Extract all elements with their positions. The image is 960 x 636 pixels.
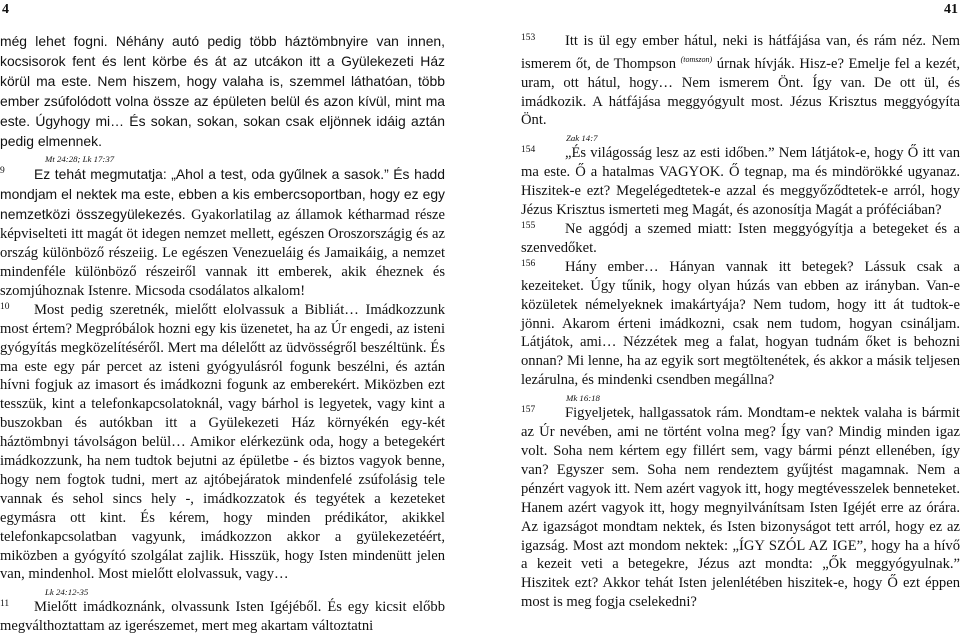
paragraph-11: 11 Mielőtt imádkoznánk, olvassunk Isten Igéjéből. És egy kicsit előbb megválthoztattam az igerészemet, mert meg akartam változtatni	[0, 599, 445, 635]
paragraph-153: 153 Itt is ül egy ember hátul, neki is hátfájása van, és rám néz. Nem ismerem őt, de Thompson $^{(tomszon)}$ úrnak hívják. Hisz-e? Emelje fel a kezét, uram, ott hátul, hogy… Nem ismerem Önt. Így van. De ott ül, és imádkozik. A hátfájása meggyógyult most. Jézus Krisztus meggyógyíta Önt.	[521, 33, 960, 129]
paragraph-156: 156 Hány ember… Hányan vannak itt betegek? Lássuk csak a kezeiteket. Úgy tűnik, hogy olyan húzás van ebben az irányban. Van-e közületek némelyeknek imakártyája? Nem tudom, hogy itt át tudtok-e jönni. Akarom érteni imádkozni, csak nem tudom, hogyan csináljam. Látjátok, ami… Nézzétek meg a falat, hogyan tudnám őket is behozni onnan? Mi lenne, ha az egyik sort megtöltenétek, és akkor a másik teljesen lezárulna, és mindenki csendben megállna?	[521, 258, 960, 389]
paragraph-number: 156	[521, 258, 536, 269]
left-column	[0, 32, 445, 636]
right-column	[521, 32, 960, 612]
paragraph-154: 154 „És világosság lesz az esti időben.” Nem látjátok-e, hogy Ő itt van ma este. Ő a hatalmas VAGYOK. Ő tegnap, ma és mindörökké ugyanaz. Hiszitek-e ezt? Megelégedtetek-e azzal és meggyőződtetek-e arról, hogy Jézus Krisztus ismerteti meg Magát, és azonosítja Magát a próféciában?	[521, 145, 960, 219]
paragraph-number: 11	[0, 599, 10, 610]
paragraph-155: 155 Ne aggódj a szemed miatt: Isten meggyógyítja a betegeket és a szenvedőket.	[521, 221, 960, 256]
page-number-right: 41	[944, 2, 958, 17]
paragraph-9: 9 Ez tehát megmutatja: „Ahol a test, oda gyűlnek a sasok.” És hadd mondjam el nektek ma este, ebben a kis embercsoportban, hogy ez egy nemzetközi összegyülekezés. Gyakorlatilag az államok kétharmad része képviselteti itt magát öt idegen nemzet mellett, egészen Oroszországig és az ország különböző részeiig. Le egészen Venezueláig és Jamaikáig, a nemzet mindenféle különböző részeiről vannak itt emberek, akik éheznek és szomjúhoznak Istenre. Micsoda csodálatos alkalom!	[0, 166, 445, 299]
scripture-reference: Zak 14:7	[566, 133, 598, 144]
page-number-left: 4	[2, 2, 9, 17]
scripture-reference: Mk 16:18	[566, 393, 600, 404]
paragraph-number: 9	[0, 166, 5, 177]
paragraph-number: 157	[521, 405, 536, 416]
paragraph-number: 153	[521, 33, 536, 43]
paragraph-number: 155	[521, 221, 536, 232]
paragraph-number: 154	[521, 145, 536, 156]
scripture-reference: Mt 24:28; Lk 17:37	[45, 154, 115, 165]
paragraph-157: 157 Figyeljetek, hallgassatok rám. Mondtam-e nektek valaha is bármit az Úr nevében, ami ne történt volna meg? Így van? Mindig minden igaz volt. Soha nem kértem egy fillért sem, vagy bármi pénzt ellenében, így van? Egyszer sem. Soha nem rendeztem gyűjtést magamnak. Nem a pénzért vagyok itt. Nem azért vagyok itt, hogy megtévesszelek benneteket. Hanem azért vagyok itt, hogy megnyilvánítsam Isten Igéjét erre az órára. Az igazságot mondtam nektek, és Isten bizonyságot tett arról, hogy ez az igazság. Most azt mondom nektek: „ÍGY SZÓL AZ IGE”, hogy ha a hívő a kezeit veti a betegekre, Jézus azt mondta: „Ők meggyógyulnak.” Hiszitek ezt? Akkor tehát Isten jelenlétében hiszitek-e, hogy Ő ezt éppen most is meg fogja cselekedni?	[521, 405, 960, 611]
scripture-reference: Lk 24:12-35	[45, 587, 89, 598]
paragraph-10: 10 Most pedig szeretnék, mielőtt elolvassuk a Bibliát… Imádkozzunk most értem? Megpróbálok hozni egy kis üzenetet, ha az Úr engedi, az isteni gyógyítás megközelítéséről. Mert ma délelőtt az üdvösségről beszéltünk. És ma este egy pár percet az isteni gyógyulásról fogunk beszélni, és aztán hívni fogjuk az imasort és imádkozni fogunk az emberekért. Miközben ezt tesszük, kint a telefonkapcsolatoknál, vagy bárhol is legyetek, vagy kint a buszokban és autókban itt a Gyülekezeti Ház környékén egy-két háztömbnyi távolságon belül… Amikor elérkezünk oda, hogy a betegekért imádkozzunk, ha nem tudtok bejutni az épületbe - és biztos vagyok benne, hogy nem fogtok tudni, mert az ajtóbejáratok mindenfelé zsúfolásig tele vannak és sehol sincs hely -, imádkozzatok és tegyétek a kezeteket egymásra ott kint. És kérem, hogy minden prédikátor, akikkel telefonkapcsolatban vagyunk, imádkozzon akkor a gyülekezetéért, miközben a gyógyító szolgálat zajlik. Hisszük, hogy Isten mindenütt jelen van, mindenhol. Most mielőtt elolvassuk, vagy…	[0, 301, 445, 583]
paragraph-continuation: még lehet fogni. Néhány autó pedig több háztömbnyire van innen, kocsisorok fent és lent körbe és át az utcákon itt a Gyülekezeti Ház körül ma este. Nem hiszem, hogy valaha is, szemmel láthatóan, több ember zsúfolódott volna össze az épületen belül és azon kívül, mint ma este. Úgyhogy mi… És sokan, sokan, sokan csak eljönnek idáig aztán pedig elmennek.	[0, 33, 445, 149]
pronunciation-note: (tomszon)	[680, 54, 713, 64]
paragraph-number: 10	[0, 301, 10, 312]
